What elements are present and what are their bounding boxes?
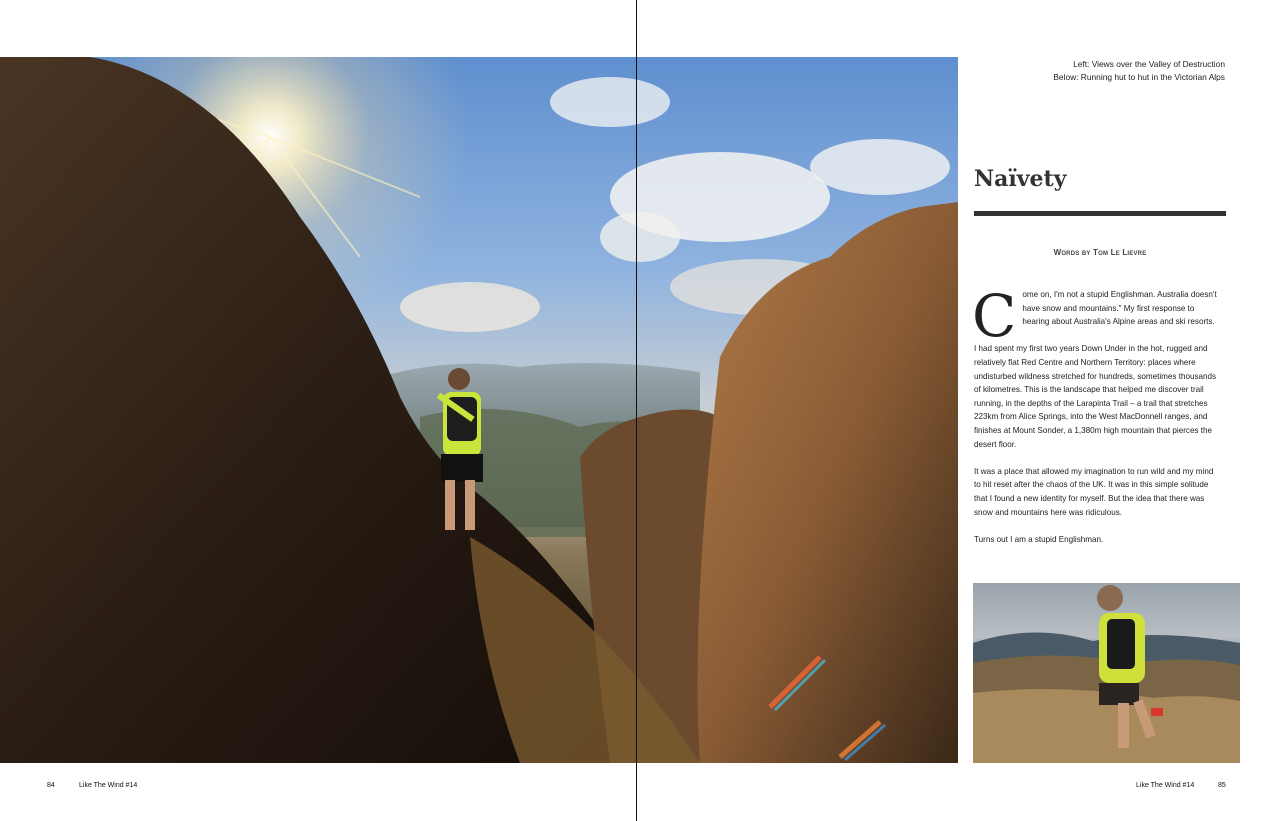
paragraph-4: Turns out I am a stupid Englishman. [974,534,1104,544]
paragraph-1-text: ome on, I'm not a stupid Englishman. Australia doesn't have snow and mountains." My first response to hearing about Australia's Alpine areas and ski resorts. [1022,290,1217,327]
runner-in-grass-illustration [973,583,1240,763]
caption-left: Left: Views over the Valley of Destruction [1073,59,1225,69]
mountain-runner-illustration [0,57,958,763]
article-title: Naïvety [974,166,1067,192]
dropcap: C [972,282,1017,350]
photo-captions [1053,58,1225,84]
title-divider [974,211,1226,216]
paragraph-2: I had spent my first two years Down Under in the hot, rugged and relatively flat Red Centre and Northern Territory: places where undisturbed wildness stretched for hundreds, sometimes thousands of kilometres. This is the landscape that helped me discover trail running, in the depths of the Larapinta Trail – a trail that stretches 223km from Alice Springs, into the West MacDonnell ranges, and finishes at Mount Sonder, a 1,380m high mountain that pierces the desert floor. [974,344,1217,449]
caption-below: Below: Running hut to hut in the Victorian Alps [1053,72,1225,82]
magazine-name-right: Like The Wind #14 [1136,782,1195,789]
magazine-name-left: Like The Wind #14 [79,782,138,789]
page-number-right: 85 [1218,782,1226,789]
page-number-left: 84 [47,782,55,789]
main-photo-valley-of-destruction [0,57,958,763]
small-photo-victorian-alps [973,583,1240,763]
paragraph-1 [972,282,1220,350]
page-gutter [636,0,637,821]
paragraph-3: It was a place that allowed my imagination to run wild and my mind to hit reset after the chaos of the UK. It was in this simple solitude that I found a new identity for myself. But the idea that there was snow and mountains here was ridiculous. [974,466,1214,517]
article-body [972,282,1220,560]
article-byline: Words by Tom Le Lievre [1053,248,1147,257]
